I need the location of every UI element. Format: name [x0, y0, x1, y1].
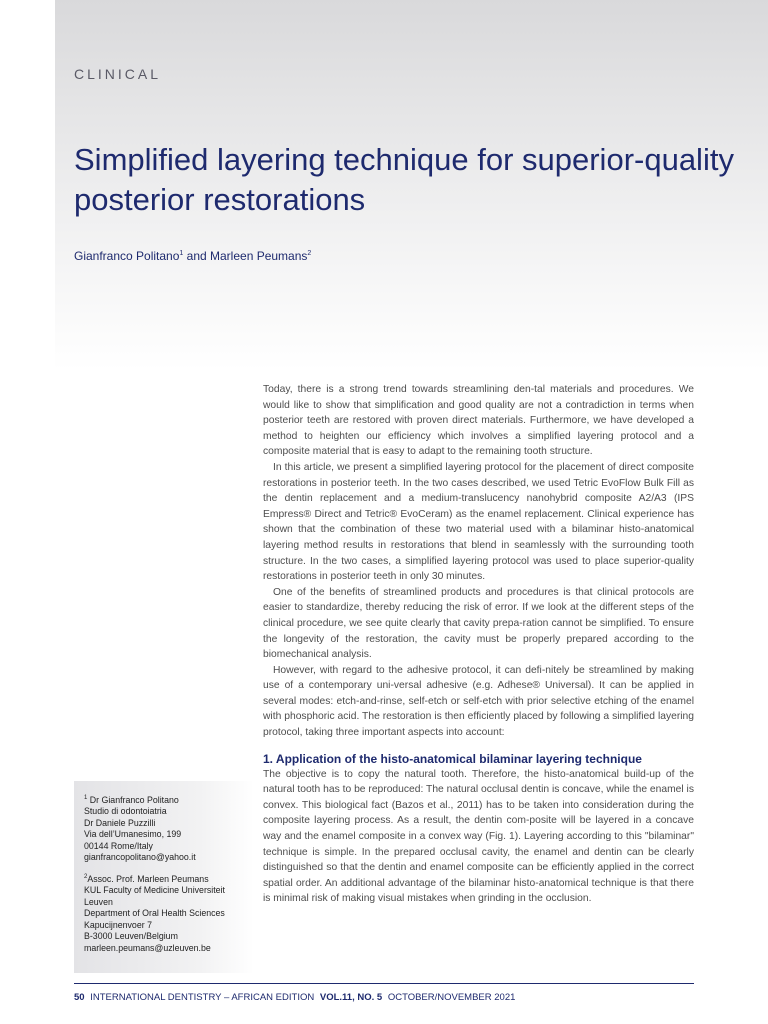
affiliation-1-line: Dr Daniele Puzzilli: [84, 817, 156, 828]
publication-name: INTERNATIONAL DENTISTRY – AFRICAN EDITION: [90, 992, 315, 1003]
authors-line: [74, 249, 311, 263]
author-join: and: [183, 249, 211, 263]
author-1: Gianfranco Politano: [74, 249, 180, 263]
volume-issue: VOL.11, NO. 5: [319, 992, 383, 1003]
affiliation-1-line: Studio di odontoiatria: [84, 806, 167, 817]
affiliation-2-email[interactable]: marleen.peumans@uzleuven.be: [84, 942, 211, 953]
affiliation-2-name-line: [84, 872, 254, 885]
affiliation-1-line: Via dell’Umanesimo, 199: [84, 829, 182, 840]
affiliation-1-email[interactable]: gianfrancopolitano@yahoo.it: [84, 852, 196, 863]
body-paragraph-3: One of the benefits of streamlined products and procedures is that clinical protocols are easier to standardize, thereby reducing the risk of error. If we look at the different steps of the clinical procedure, we see quite clearly that cavity prepa-ration cannot be simplified. To ensure the longevity of the restoration, the cavity must be properly prepared according to the biomechanical analysis.: [263, 586, 694, 661]
issue-date: OCTOBER/NOVEMBER 2021: [387, 992, 516, 1003]
page-footer: [74, 992, 515, 1003]
affiliation-2-line: Department of Oral Health Sciences: [84, 908, 225, 919]
article-body: [263, 382, 694, 907]
section-label: CLINICAL: [74, 66, 162, 82]
body-paragraph-4: However, with regard to the adhesive protocol, it can defi-nitely be streamlined by making use of a contemporary uni-versal adhesive (e.g. Adhese® Universal). It can be applied in several modes: etch-and-rinse, self-etch or self-etch with prior selective etching of the enamel with phosphoric acid. The restoration is then efficiently placed by following a simplified layering protocol, taking three important aspects into account:: [263, 664, 694, 739]
affiliation-gap: [84, 864, 254, 872]
affiliation-2-name: Assoc. Prof. Marleen Peumans: [87, 873, 209, 884]
author-2-ref: 2: [307, 250, 312, 257]
author-1-ref: 1: [179, 250, 184, 257]
affiliation-2-ref: 2: [84, 873, 88, 880]
affiliation-1-name-line: [84, 793, 254, 806]
affiliation-1-ref: 1: [84, 795, 88, 801]
affiliation-1-name: Dr Gianfranco Politano: [87, 794, 179, 805]
page-number: 50: [74, 992, 85, 1003]
author-affiliations: [74, 781, 254, 973]
affiliation-2-line: Leuven: [84, 896, 113, 907]
body-paragraph-1: Today, there is a strong trend towards streamlining den-tal materials and procedures. We would like to show that simplification and good quality are not a contradiction in terms when posterior teeth are restored with proven direct materials. Furthermore, we have developed a method to heighten our efficiency which involves a simplified layering protocol and a composite material that is easy to adapt to the remaining tooth structure.: [263, 384, 694, 458]
body-paragraph-5: The objective is to copy the natural tooth. Therefore, the histo-anatomical build-up of the natural tooth has to be reproduced: The natural occlusal dentin is concave, while the enamel is convex. This biological fact (Bazos et al., 2011) has to be taken into consideration during the composite layering process. As a result, the dentin com-posite will be layered in a concave way and the enamel composite in a convex way (Fig. 1). Layering according to this "bilaminar" technique is simple. In the prepared occlusal cavity, the enamel and dentin can be clearly distinguished so that the dentin and enamel composite can be efficiently applied in the correct spatial order. An additional advantage of the bilaminar histo-anatomical technique is that there is minimal risk of making visual mistakes when grinding in the occlusion.: [263, 768, 694, 905]
affiliation-2-line: Kapucijnenvoer 7: [84, 919, 152, 930]
body-paragraph-2: In this article, we present a simplified layering protocol for the placement of direct composite restorations in posterior teeth. In the two cases described, we used Tetric EvoFlow Bulk Fill as the dentin replacement and a medium-translucency nanohybrid composite A2/A3 (IPS Empress® Direct and Tetric® EvoCeram) as the enamel replacement. Clinical experience has shown that the combination of these two material used with a bilaminar histo-anatomical layering method results in restorations that blend in seamlessly with the surrounding tooth structure. In the two cases, a simplified layering protocol was used to place superior-quality restorations in posterior teeth in only 30 minutes.: [263, 461, 694, 583]
affiliation-1-line: 00144 Rome/Italy: [84, 840, 153, 851]
author-2: Marleen Peumans: [210, 249, 308, 263]
affiliation-2-line: KUL Faculty of Medicine Universiteit: [84, 885, 225, 896]
article-title: Simplified layering technique for superior-quality posterior restorations: [74, 142, 734, 217]
affiliation-2-line: B-3000 Leuven/Belgium: [84, 931, 178, 942]
footer-rule: [74, 983, 694, 984]
subheading-1: 1. Application of the histo-anatomical bilaminar layering technique: [263, 751, 642, 766]
